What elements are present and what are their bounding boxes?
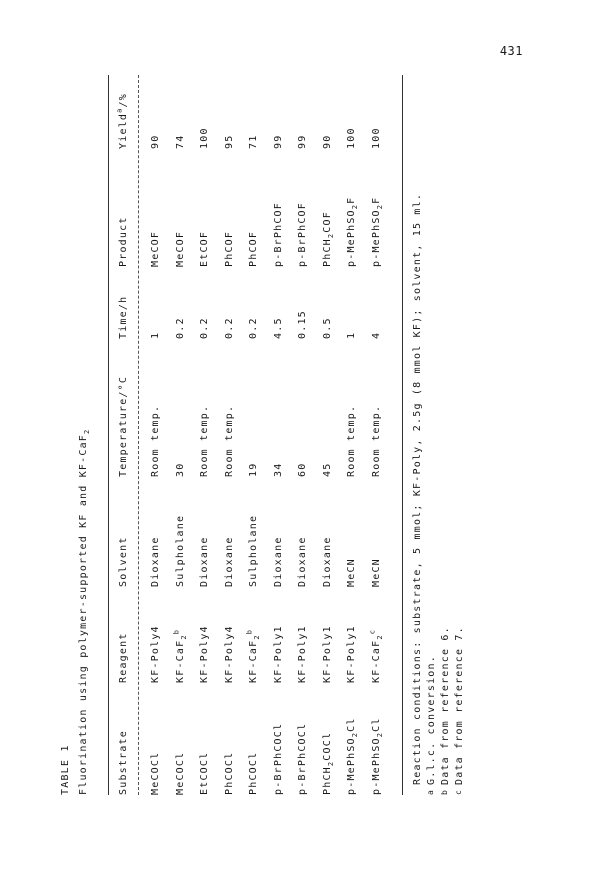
table-row xyxy=(150,75,166,795)
temperature-text: Room temp. xyxy=(223,404,235,477)
cell-solvent xyxy=(322,536,334,587)
substrate-text: PhCH xyxy=(321,766,333,795)
cell-temperature xyxy=(150,405,162,477)
yield-text: 100 xyxy=(199,127,210,149)
cell-product xyxy=(150,231,162,267)
page-number: 431 xyxy=(499,44,523,58)
substrate-subscript: 2 xyxy=(351,731,359,738)
cell-temperature xyxy=(248,463,260,477)
substrate-tail: Cl xyxy=(370,717,382,732)
footnote-b xyxy=(440,75,454,795)
reagent-text: KF-Poly4 xyxy=(223,625,235,683)
cell-temperature xyxy=(175,463,187,477)
header-reagent: Reagent xyxy=(118,632,129,683)
table-row xyxy=(346,75,362,795)
reagent-text: KF-Poly1 xyxy=(297,625,308,683)
table-row xyxy=(368,75,387,795)
substrate-tail: Cl xyxy=(346,717,357,732)
cell-reagent xyxy=(297,625,309,683)
cell-reagent xyxy=(172,628,188,683)
cell-reagent xyxy=(273,625,285,683)
table-title-subscript: 2 xyxy=(83,428,91,434)
solvent-text: Dioxane xyxy=(297,536,308,587)
reagent-subscript: 2 xyxy=(253,634,261,640)
footnote-mark: a xyxy=(426,788,435,795)
table-row xyxy=(245,75,264,795)
cell-solvent xyxy=(371,558,383,587)
cell-substrate xyxy=(371,717,383,795)
cell-time xyxy=(224,317,236,339)
substrate-text: p-BrPhCOCl xyxy=(272,722,284,795)
cell-temperature xyxy=(322,463,334,477)
table-footnotes xyxy=(412,75,468,795)
cell-reagent xyxy=(150,625,162,683)
cell-substrate xyxy=(150,752,162,795)
cell-yield xyxy=(297,135,309,149)
time-text: 0.2 xyxy=(174,317,186,339)
cell-temperature xyxy=(346,405,358,477)
reagent-text: KF-CaF xyxy=(248,639,259,683)
footnote-conditions xyxy=(412,75,426,795)
solvent-text: Dioxane xyxy=(150,536,161,587)
solvent-text: Sulpholane xyxy=(174,514,186,587)
cell-solvent xyxy=(248,515,260,587)
cell-temperature xyxy=(371,405,383,477)
yield-text: 99 xyxy=(272,134,284,149)
header-solvent: Solvent xyxy=(118,536,129,587)
rotated-table-block xyxy=(60,75,480,795)
substrate-text: MeCOCl xyxy=(174,751,186,795)
cell-product xyxy=(175,231,187,267)
temperature-text: 30 xyxy=(174,462,186,477)
header-temperature: Temperature/°C xyxy=(118,375,129,477)
reagent-text: KF-Poly1 xyxy=(321,625,333,683)
cell-solvent xyxy=(224,536,236,587)
cell-time xyxy=(175,317,187,339)
substrate-text: p-BrPhCOCl xyxy=(297,722,308,795)
header-substrate: Substrate xyxy=(118,730,129,795)
yield-text: 95 xyxy=(223,134,235,149)
product-subscript: 2 xyxy=(326,232,335,239)
solvent-text: Dioxane xyxy=(272,536,284,587)
header-time: Time/h xyxy=(118,295,129,339)
cell-yield xyxy=(322,135,334,149)
cell-reagent xyxy=(224,625,236,683)
temperature-text: Room temp. xyxy=(150,404,161,477)
cell-product xyxy=(273,202,285,267)
cell-product xyxy=(248,231,260,267)
cell-temperature xyxy=(273,463,285,477)
table-row xyxy=(273,75,289,795)
substrate-subscript: 2 xyxy=(326,760,335,767)
cell-substrate xyxy=(346,717,358,795)
time-text: 0.2 xyxy=(248,317,259,339)
substrate-text: p-MePhSO xyxy=(370,737,382,795)
table-label: TABLE 1 xyxy=(60,744,71,795)
footnote-text: Data from reference 6. xyxy=(440,626,451,785)
table-title-main: Fluorination using polymer-supported KF and KF-CaF xyxy=(78,433,89,795)
footnote-text: G.l.c. conversion. xyxy=(426,655,437,785)
substrate-subscript: 2 xyxy=(375,731,384,738)
footnote-mark: b xyxy=(440,788,449,795)
solvent-text: MeCN xyxy=(370,558,382,587)
table-bottom-rule xyxy=(402,75,403,795)
substrate-text: EtCOCl xyxy=(199,751,210,795)
header-yield xyxy=(115,93,130,149)
cell-product xyxy=(224,231,236,267)
cell-substrate xyxy=(175,752,187,795)
temperature-text: Room temp. xyxy=(199,404,210,477)
footnote-mark: c xyxy=(454,788,463,795)
cell-solvent xyxy=(346,558,358,587)
reagent-superscript: c xyxy=(368,628,377,635)
substrate-tail: COCl xyxy=(321,731,333,761)
temperature-text: Room temp. xyxy=(346,404,357,477)
product-tail: F xyxy=(346,196,357,204)
table-row xyxy=(172,75,191,795)
product-text: MeCOF xyxy=(150,230,161,267)
temperature-text: 45 xyxy=(321,462,333,477)
footnote-text: Data from reference 7. xyxy=(454,626,465,785)
table-row xyxy=(322,75,338,795)
cell-yield xyxy=(248,135,260,149)
cell-time xyxy=(150,332,162,339)
reagent-superscript: b xyxy=(172,628,181,635)
time-text: 0.5 xyxy=(321,317,333,339)
yield-text: 100 xyxy=(346,127,357,149)
header-yield-main: Yield xyxy=(118,112,129,149)
cell-reagent xyxy=(322,625,334,683)
temperature-text: Room temp. xyxy=(370,404,382,477)
temperature-text: 60 xyxy=(297,462,308,477)
cell-yield xyxy=(199,127,211,149)
cell-temperature xyxy=(297,463,309,477)
reagent-subscript: 2 xyxy=(375,634,384,640)
reagent-subscript: 2 xyxy=(179,634,188,640)
time-text: 0.2 xyxy=(223,317,235,339)
header-yield-unit: /% xyxy=(118,93,129,108)
time-text: 1 xyxy=(346,331,357,339)
cell-yield xyxy=(371,127,383,149)
time-text: 0.2 xyxy=(199,317,210,339)
solvent-text: Dioxane xyxy=(223,536,235,587)
cell-temperature xyxy=(199,405,211,477)
yield-text: 90 xyxy=(321,134,333,149)
cell-product xyxy=(322,211,334,267)
cell-yield xyxy=(224,135,236,149)
cell-solvent xyxy=(273,536,285,587)
cell-time xyxy=(273,317,285,339)
header-yield-sup: a xyxy=(115,107,124,113)
cell-solvent xyxy=(150,536,162,587)
table-row xyxy=(224,75,240,795)
cell-yield xyxy=(150,135,162,149)
product-text: MeCOF xyxy=(174,230,186,267)
product-text: PhCOF xyxy=(248,230,259,267)
cell-substrate xyxy=(248,752,260,795)
substrate-text: p-MePhSO xyxy=(346,737,357,795)
header-product: Product xyxy=(118,216,129,267)
cell-reagent xyxy=(346,625,358,683)
cell-substrate xyxy=(322,732,334,795)
cell-time xyxy=(248,317,260,339)
cell-time xyxy=(297,310,309,339)
cell-substrate xyxy=(224,752,236,795)
cell-product xyxy=(371,197,383,267)
substrate-text: PhCOCl xyxy=(223,751,235,795)
yield-text: 99 xyxy=(297,134,308,149)
cell-temperature xyxy=(224,405,236,477)
table-row xyxy=(199,75,215,795)
cell-substrate xyxy=(297,723,309,795)
time-text: 0.15 xyxy=(297,310,308,339)
footnote-text: Reaction conditions: substrate, 5 mmol; KF-Poly, 2.5g (8 mmol KF); solvent, 15 ml. xyxy=(412,192,423,785)
product-text: EtCOF xyxy=(199,230,210,267)
cell-solvent xyxy=(199,536,211,587)
product-text: p-MePhSO xyxy=(370,209,382,267)
reagent-text: KF-Poly1 xyxy=(346,625,357,683)
substrate-text: MeCOCl xyxy=(150,751,161,795)
yield-text: 71 xyxy=(248,134,259,149)
product-subscript: 2 xyxy=(351,203,359,210)
product-tail: F xyxy=(370,196,382,204)
yield-text: 90 xyxy=(150,134,161,149)
reagent-text: KF-CaF xyxy=(370,639,382,683)
time-text: 4 xyxy=(370,331,382,339)
temperature-text: 19 xyxy=(248,462,259,477)
temperature-text: 34 xyxy=(272,462,284,477)
reagent-text: KF-CaF xyxy=(174,639,186,683)
substrate-text: PhCOCl xyxy=(248,751,259,795)
product-text: p-MePhSO xyxy=(346,209,357,267)
product-subscript: 2 xyxy=(375,203,384,210)
product-text: PhCOF xyxy=(223,230,235,267)
solvent-text: MeCN xyxy=(346,558,357,587)
product-text: p-BrPhCOF xyxy=(297,202,308,267)
product-tail: COF xyxy=(321,211,333,233)
product-text: PhCH xyxy=(321,238,333,267)
cell-time xyxy=(199,317,211,339)
cell-reagent xyxy=(245,628,261,683)
table-row xyxy=(297,75,313,795)
yield-text: 74 xyxy=(174,134,186,149)
reagent-text: KF-Poly4 xyxy=(150,625,161,683)
cell-product xyxy=(346,197,358,267)
reagent-text: KF-Poly4 xyxy=(199,625,210,683)
cell-solvent xyxy=(297,536,309,587)
time-text: 4.5 xyxy=(272,317,284,339)
footnote-a xyxy=(426,75,440,795)
solvent-text: Dioxane xyxy=(321,536,333,587)
cell-time xyxy=(371,332,383,339)
cell-product xyxy=(297,202,309,267)
footnote-c xyxy=(454,75,468,795)
table-header-row xyxy=(115,75,134,795)
solvent-text: Sulpholane xyxy=(248,514,259,587)
cell-solvent xyxy=(175,515,187,587)
cell-reagent xyxy=(199,625,211,683)
cell-time xyxy=(346,332,358,339)
cell-substrate xyxy=(273,723,285,795)
reagent-text: KF-Poly1 xyxy=(272,625,284,683)
product-text: p-BrPhCOF xyxy=(272,202,284,267)
cell-yield xyxy=(273,135,285,149)
cell-yield xyxy=(346,127,358,149)
cell-substrate xyxy=(199,752,211,795)
cell-yield xyxy=(175,135,187,149)
time-text: 1 xyxy=(150,331,161,339)
cell-product xyxy=(199,231,211,267)
table-title xyxy=(78,429,90,795)
cell-time xyxy=(322,317,334,339)
solvent-text: Dioxane xyxy=(199,536,210,587)
reagent-superscript: b xyxy=(245,628,254,635)
yield-text: 100 xyxy=(370,127,382,149)
table-header-rule xyxy=(138,75,139,795)
cell-reagent xyxy=(368,628,384,683)
table-top-rule xyxy=(108,75,109,795)
